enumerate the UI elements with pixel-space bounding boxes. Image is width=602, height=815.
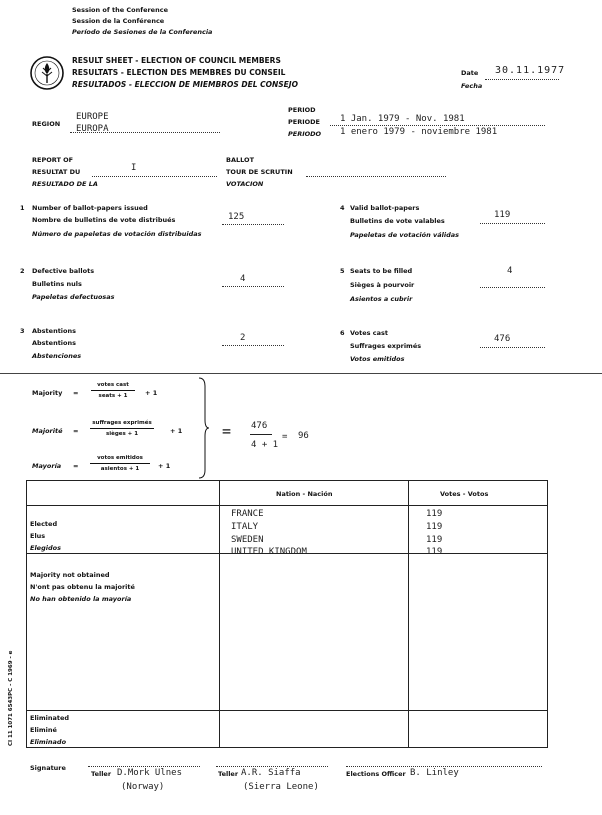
- item3-en: Abstentions: [32, 327, 76, 335]
- calc-equals-big: =: [222, 422, 232, 440]
- session-es: Período de Sesiones de la Conferencia: [72, 28, 213, 36]
- majority-label-fr: Majorité: [32, 427, 63, 435]
- item2-value: 4: [240, 274, 246, 284]
- date-label: Date: [461, 69, 479, 77]
- item1-en: Number of ballot-papers issued: [32, 204, 148, 212]
- majority-brace-icon: [196, 376, 210, 480]
- elected-nation-3: SWEDEN: [231, 535, 264, 545]
- ballot-label-fr: TOUR DE SCRUTIN: [226, 168, 293, 176]
- item6-value: 476: [494, 334, 511, 344]
- teller1-label: Teller: [91, 770, 112, 778]
- elected-votes-1: 119: [426, 509, 443, 519]
- period-value-es: 1 enero 1979 - noviembre 1981: [340, 127, 498, 137]
- majority-fraction-en: votes cast seats + 1: [91, 381, 135, 400]
- majority-fraction-es: votos emitidos asientos + 1: [90, 454, 150, 473]
- item2-es: Papeletas defectuosas: [32, 293, 115, 301]
- date-value: 30.11.1977: [495, 65, 566, 76]
- majority-label-es: Mayoría: [32, 462, 62, 470]
- item5-es: Asientos a cubrir: [350, 295, 413, 303]
- form-code: CI 11 1071 6543PC - C 1969 - e: [8, 650, 14, 746]
- majority-eq-fr: =: [73, 427, 79, 435]
- item1-value: 125: [228, 212, 245, 222]
- item4-en: Valid ballot-papers: [350, 204, 420, 212]
- item5-num: 5: [340, 267, 345, 275]
- notobtained-label-es: No han obtenido la mayoría: [30, 595, 132, 603]
- date-label-es: Fecha: [461, 82, 483, 90]
- item4-es: Papeletas de votación válidas: [350, 231, 460, 239]
- item3-num: 3: [20, 327, 25, 335]
- elected-nation-1: FRANCE: [231, 509, 264, 519]
- item6-num: 6: [340, 329, 345, 337]
- report-label-en: REPORT OF: [32, 156, 74, 164]
- teller1-country: (Norway): [121, 782, 165, 792]
- elected-label-fr: Elus: [30, 532, 46, 540]
- item1-num: 1: [20, 204, 25, 212]
- item2-num: 2: [20, 267, 25, 275]
- session-fr: Session de la Conférence: [72, 17, 165, 25]
- majority-eq-en: =: [73, 389, 79, 397]
- elected-label-en: Elected: [30, 520, 58, 528]
- calc-numerator: 476: [251, 421, 268, 431]
- teller1-name: D.Mork Ulnes: [117, 768, 183, 778]
- item6-es: Votos emitidos: [350, 355, 405, 363]
- elected-votes-3: 119: [426, 535, 443, 545]
- session-en: Session of the Conference: [72, 6, 168, 14]
- col-votes-header: Votes - Votos: [440, 490, 489, 498]
- majority-fraction-fr: suffrages exprimés sièges + 1: [90, 419, 154, 438]
- period-label-en: PERIOD: [288, 106, 316, 114]
- report-value: I: [131, 163, 137, 173]
- col-nation-header: Nation - Nación: [276, 490, 333, 498]
- majority-label-en: Majority: [32, 389, 63, 397]
- item5-value: 4: [507, 266, 513, 276]
- report-label-fr: RESULTAT DU: [32, 168, 81, 176]
- calc-eq: =: [282, 432, 288, 442]
- fao-logo-icon: [30, 56, 64, 90]
- signature-label: Signature: [30, 764, 66, 772]
- item2-en: Defective ballots: [32, 267, 95, 275]
- item2-fr: Bulletins nuls: [32, 280, 82, 288]
- notobtained-label-fr: N'ont pas obtenu la majorité: [30, 583, 135, 591]
- item1-fr: Nombre de bulletins de vote distribués: [32, 216, 176, 224]
- teller2-label: Teller: [218, 770, 239, 778]
- elected-nation-2: ITALY: [231, 522, 259, 532]
- item5-en: Seats to be filled: [350, 267, 413, 275]
- item3-es: Abstenciones: [32, 352, 82, 360]
- item1-es: Número de papeletas de votación distribuidas: [32, 230, 202, 238]
- elected-label-es: Elegidos: [30, 544, 61, 552]
- eliminated-label-en: Eliminated: [30, 714, 70, 722]
- period-label-fr: PERIODE: [288, 118, 320, 126]
- item6-en: Votes cast: [350, 329, 389, 337]
- item4-value: 119: [494, 210, 511, 220]
- item4-fr: Bulletins de vote valables: [350, 217, 445, 225]
- item3-fr: Abstentions: [32, 339, 76, 347]
- region-value-en: EUROPE: [76, 112, 109, 122]
- officer-name: B. Linley: [410, 768, 459, 778]
- report-label-es: RESULTADO DE LA: [32, 180, 98, 188]
- item4-num: 4: [340, 204, 345, 212]
- teller2-country: (Sierra Leone): [243, 782, 319, 792]
- region-label: REGION: [32, 120, 61, 128]
- region-value-es: EUROPA: [76, 124, 109, 134]
- majority-result: 96: [298, 431, 309, 441]
- calc-denominator: 4 + 1: [251, 440, 279, 450]
- elected-nation-4: UNITED KINGDOM: [231, 547, 307, 557]
- ballot-label-es: VOTACION: [226, 180, 264, 188]
- item3-value: 2: [240, 333, 246, 343]
- title-es: RESULTADOS - ELECCION DE MIEMBROS DEL CONSEJO: [72, 80, 298, 89]
- elected-votes-2: 119: [426, 522, 443, 532]
- majority-plus-es: + 1: [158, 462, 171, 470]
- item5-fr: Sièges à pourvoir: [350, 281, 415, 289]
- eliminated-label-fr: Eliminé: [30, 726, 57, 734]
- majority-plus-fr: + 1: [170, 427, 183, 435]
- elected-votes-4: 119: [426, 547, 443, 557]
- officer-label: Elections Officer: [346, 770, 406, 778]
- results-table: [26, 480, 548, 748]
- title-fr: RESULTATS - ELECTION DES MEMBRES DU CONSEIL: [72, 68, 286, 77]
- period-value-en: 1 Jan. 1979 - Nov. 1981: [340, 114, 465, 124]
- teller2-name: A.R. Siaffa: [241, 768, 301, 778]
- majority-eq-es: =: [73, 462, 79, 470]
- title-en: RESULT SHEET - ELECTION OF COUNCIL MEMBERS: [72, 56, 281, 65]
- ballot-label-en: BALLOT: [226, 156, 254, 164]
- majority-plus-en: + 1: [145, 389, 158, 397]
- period-label-es: PERIODO: [288, 130, 322, 138]
- item6-fr: Suffrages exprimés: [350, 342, 422, 350]
- eliminated-label-es: Eliminado: [30, 738, 67, 746]
- notobtained-label-en: Majority not obtained: [30, 571, 110, 579]
